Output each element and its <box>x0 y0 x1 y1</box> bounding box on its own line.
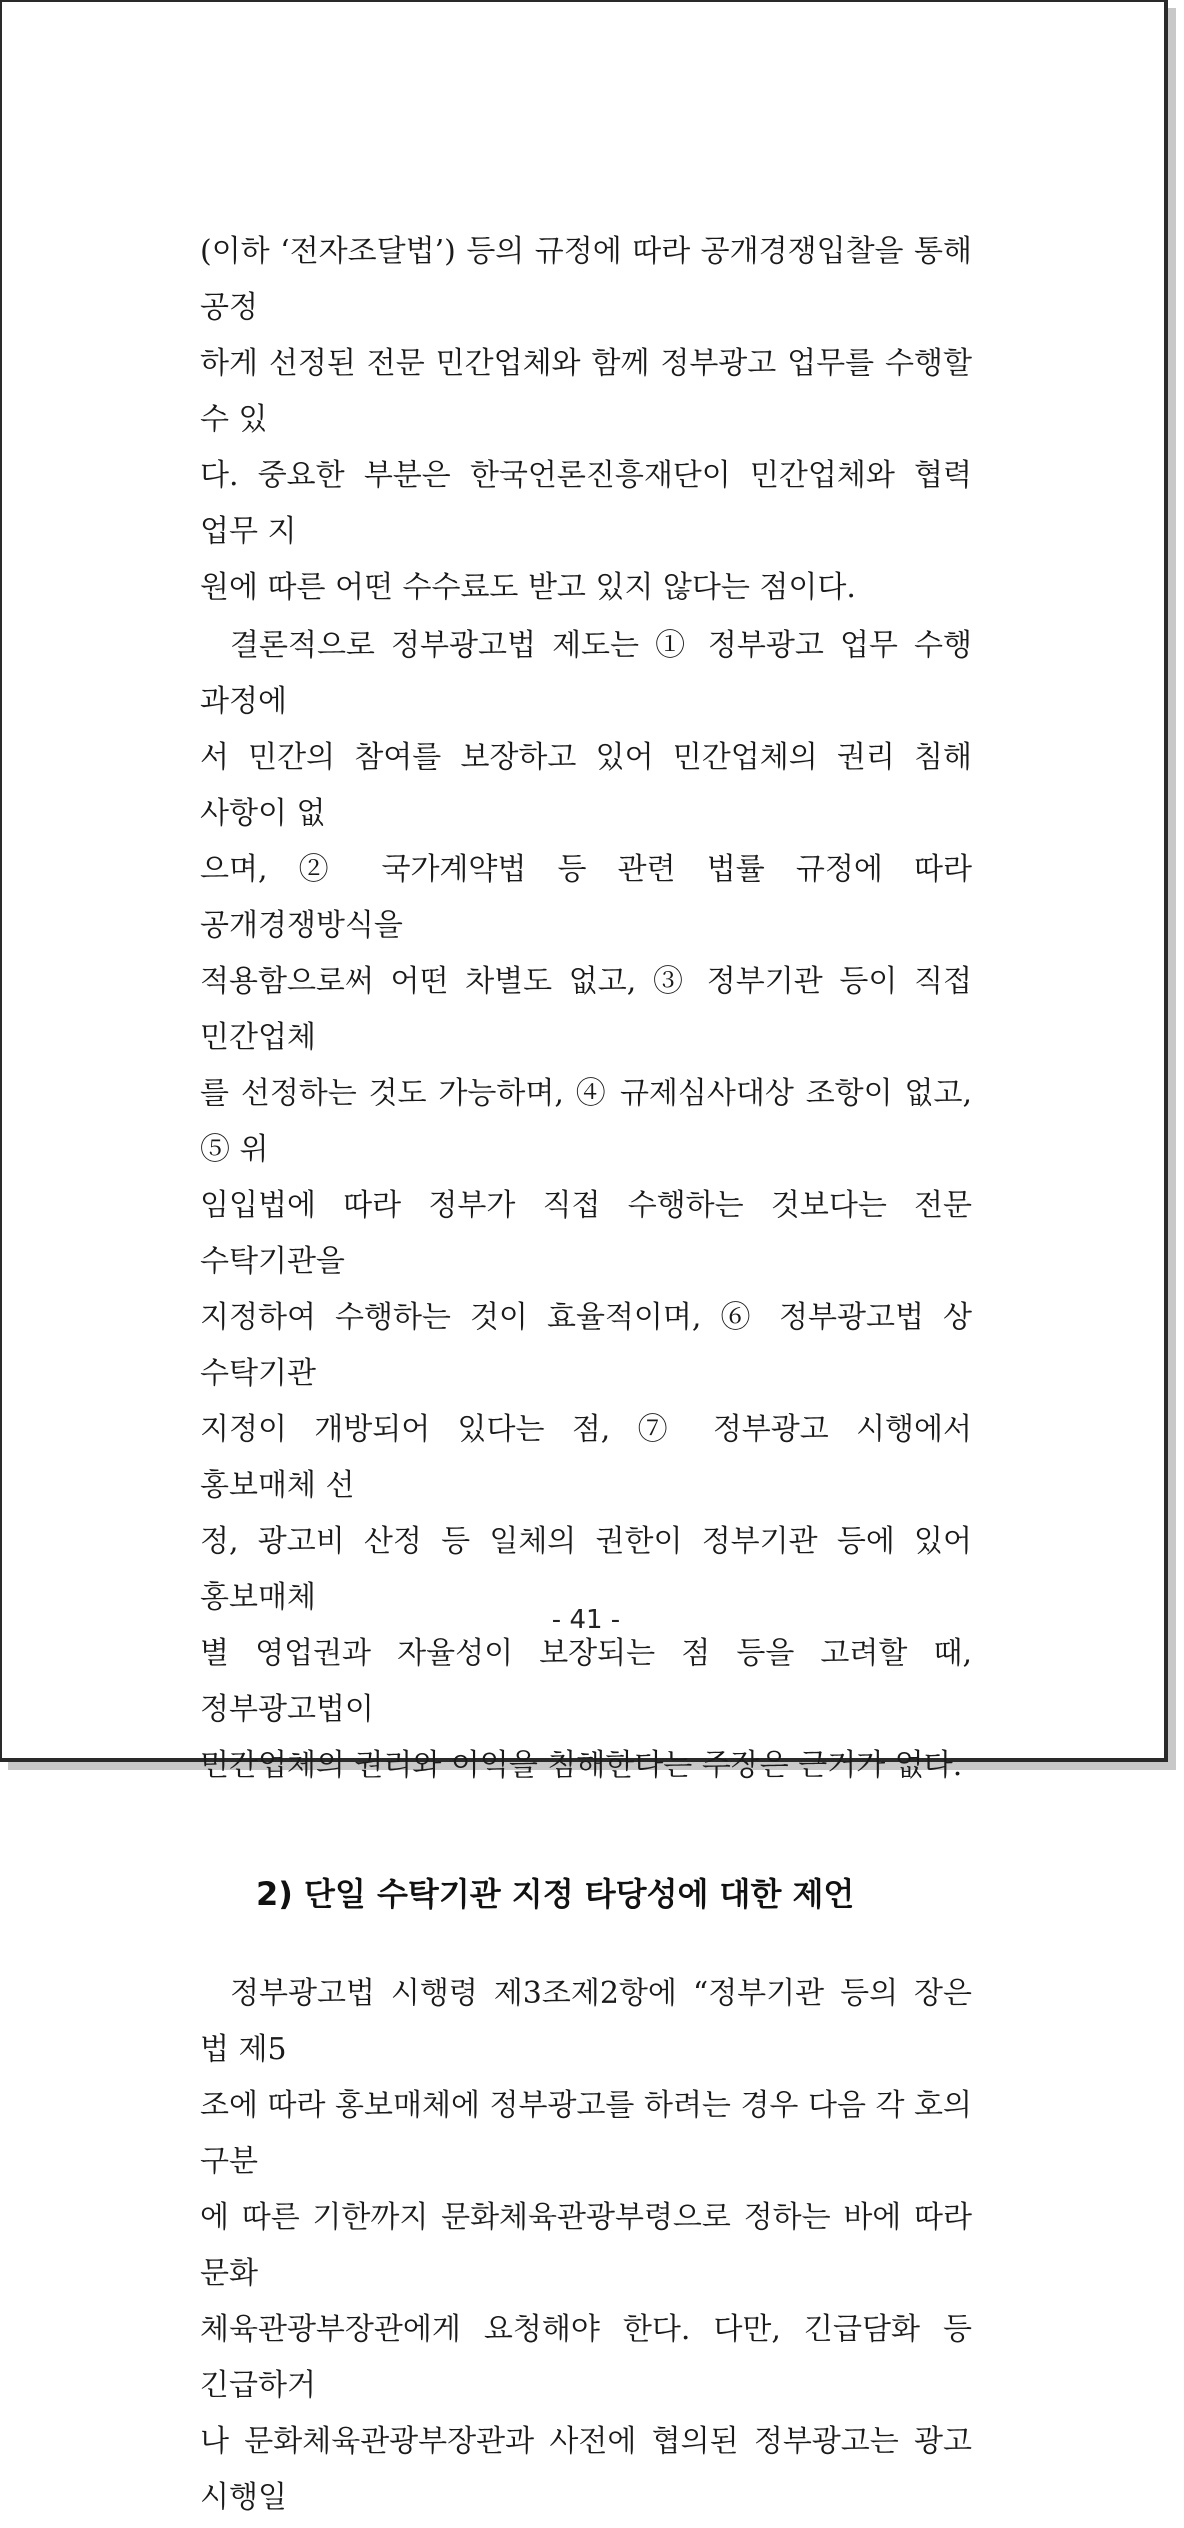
paragraph-line: 서 민간의 참여를 보장하고 있어 민간업체의 권리 침해 사항이 없 <box>200 740 972 831</box>
paragraph-line: (이하 ‘전자조달법’) 등의 규정에 따라 공개경쟁입찰을 통해 공정 <box>200 234 972 325</box>
page-shadow-right <box>1168 8 1176 1770</box>
paragraph-line: 민간업체의 권리와 이익을 침해한다는 주장은 근거가 없다. <box>200 1748 963 1783</box>
paragraph-line: 정, 광고비 산정 등 일체의 권한이 정부기관 등에 있어 홍보매체 <box>200 1524 972 1615</box>
paragraph-line: 정부광고법 시행령 제3조제2항에 “정부기관 등의 장은 법 제5 <box>200 1976 972 2067</box>
paragraph-line: 다. 중요한 부분은 한국언론진흥재단이 민간업체와 협력 업무 지 <box>200 458 972 549</box>
page-content <box>200 224 972 2528</box>
paragraph-line: 하게 선정된 전문 민간업체와 함께 정부광고 업무를 수행할 수 있 <box>200 346 972 437</box>
paragraph-line: 원에 따른 어떤 수수료도 받고 있지 않다는 점이다. <box>200 570 856 605</box>
paragraph-line: 적용함으로써 어떤 차별도 없고, ③ 정부기관 등이 직접 민간업체 <box>200 964 972 1055</box>
paragraph-1 <box>200 224 972 616</box>
paragraph-3 <box>200 1966 972 2526</box>
paragraph-line: 조에 따라 홍보매체에 정부광고를 하려는 경우 다음 각 호의 구분 <box>200 2088 972 2179</box>
paragraph-line: 별 영업권과 자율성이 보장되는 점 등을 고려할 때, 정부광고법이 <box>200 1636 972 1727</box>
paragraph-line: 를 선정하는 것도 가능하며, ④ 규제심사대상 조항이 없고, ⑤ 위 <box>200 1076 972 1167</box>
page-number: - 41 - <box>551 1605 621 1635</box>
paragraph-line: 에 따른 기한까지 문화체육관광부령으로 정하는 바에 따라 문화 <box>200 2200 972 2291</box>
paragraph-line: 나 문화체육관광부장관과 사전에 협의된 정부광고는 광고 시행일 <box>200 2424 972 2515</box>
paragraph-line: 체육관광부장관에게 요청해야 한다. 다만, 긴급담화 등 긴급하거 <box>200 2312 972 2403</box>
section-heading: 2) 단일 수탁기관 지정 타당성에 대한 제언 <box>256 1875 855 1913</box>
paragraph-line: 지정하여 수행하는 것이 효율적이며, ⑥ 정부광고법 상 수탁기관 <box>200 1300 972 1391</box>
paragraph-line: 결론적으로 정부광고법 제도는 ① 정부광고 업무 수행 과정에 <box>200 628 972 719</box>
paragraph-line: 임입법에 따라 정부가 직접 수행하는 것보다는 전문 수탁기관을 <box>200 1188 972 1279</box>
paragraph-line: 지정이 개방되어 있다는 점, ⑦ 정부광고 시행에서 홍보매체 선 <box>200 1412 972 1503</box>
paragraph-line: 으며, ② 국가계약법 등 관련 법률 규정에 따라 공개경쟁방식을 <box>200 852 972 943</box>
